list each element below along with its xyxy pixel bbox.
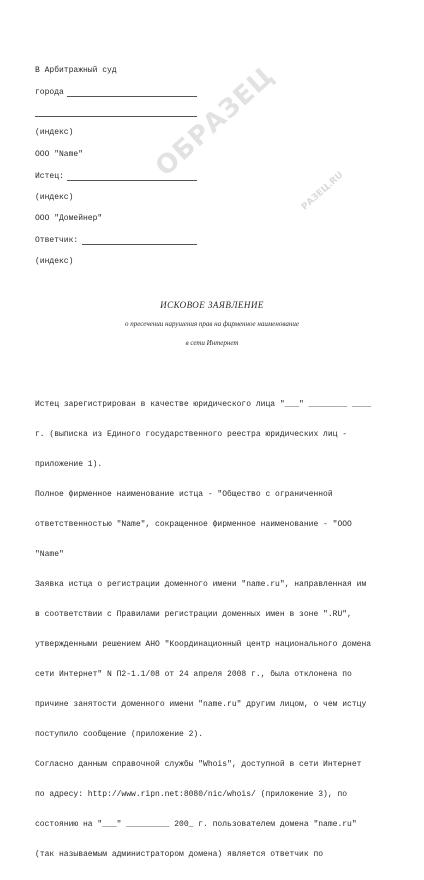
body-text [35,380,387,880]
body-line: по адресу: http://www.ripn.net:8080/nic/whois/ (приложение 3), по [35,790,348,799]
index-label-3: (индекс) [35,257,74,266]
body-line: Согласно данным справочной службы "Whois", доступной в сети Интернет [35,760,362,769]
body-line: (так называемым администратором домена) является ответчик по [35,850,324,859]
index-label-1: (индекс) [35,128,74,137]
watermark-site: РАЗЕЦ.RU [300,170,346,213]
body-line: приложение 1). [35,460,103,469]
index-label-2: (индекс) [35,193,74,202]
document-subtitle-1: о пресечении нарушения прав на фирменное наименование [125,320,299,328]
body-line: утвержденными решением АНО "Координационный центр национального домена [35,640,372,649]
court-line: В Арбитражный суд [35,66,117,75]
body-line: "Name" [35,550,64,559]
body-line: Истец зарегистрирован в качестве юридического лица "___" ________ ____ [35,400,372,409]
city-label: города [35,88,64,97]
defendant-blank [82,244,197,245]
plaintiff-label: Истец: [35,172,64,181]
plaintiff-org: ООО "Name" [35,150,84,159]
address-blank-1 [35,116,197,117]
document-subtitle-2: в сети Интернет [185,339,239,347]
body-line: ответственностью "Name", сокращенное фирменное наименование - "ООО [35,520,352,529]
body-line: поступило сообщение (приложение 2). [35,730,204,739]
body-line: в соответствии с Правилами регистрации доменных имен в зоне ".RU", [35,610,352,619]
body-line: Полное фирменное наименование истца - "Общество с ограниченной [35,490,333,499]
plaintiff-blank [67,180,197,181]
body-line: причине занятости доменного имени "name.ru" другим лицом, о чем истцу [35,700,367,709]
defendant-label: Ответчик: [35,236,79,245]
defendant-org: ООО "Домейнер" [35,214,103,223]
watermark: ОБРАЗЕЦ [150,60,281,183]
city-blank [67,96,197,97]
body-line: Заявка истца о регистрации доменного имени "name.ru", направленная им [35,580,367,589]
body-line: состоянию на "___" _________ 200_ г. пользователем домена "name.ru" [35,820,357,829]
body-line: сети Интернет" N П2-1.1/08 от 24 апреля 2008 г., была отклонена по [35,670,352,679]
document-title: ИСКОВОЕ ЗАЯВЛЕНИЕ [160,300,264,310]
body-line: г. (выписка из Единого государственного реестра юридических лиц - [35,430,348,439]
